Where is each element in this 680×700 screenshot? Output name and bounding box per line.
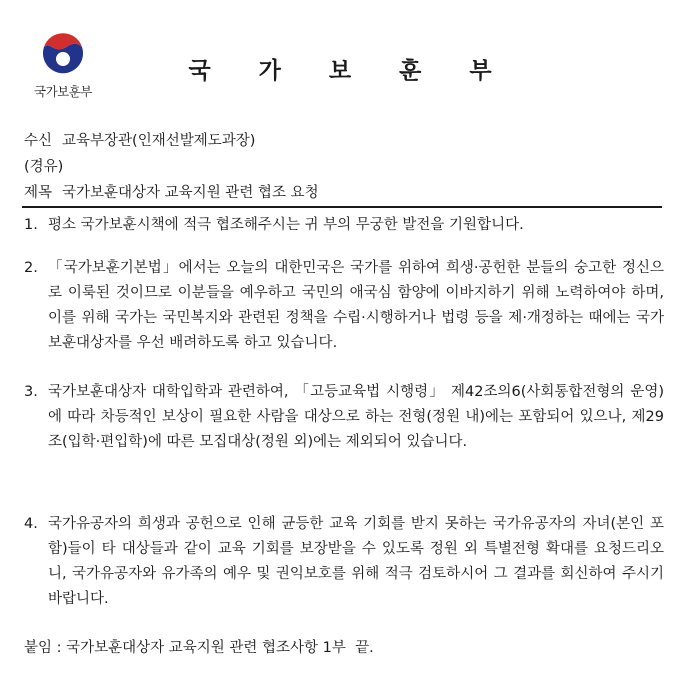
paragraph-2 — [24, 256, 664, 356]
paragraph-1 — [24, 213, 664, 238]
paragraph-number: 3. — [24, 384, 38, 400]
paragraph-number: 2. — [24, 260, 38, 276]
recipient-line — [24, 128, 319, 154]
ministry-title: 국 가 보 훈 부 — [188, 58, 512, 84]
paragraph-text: 「국가보훈기본법」에서는 오늘의 대한민국은 국가를 위하여 희생·공헌한 분들의 숭고한 정신으로 이룩된 것이므로 이분들을 예우하고 국민의 애국심 함양에 이바지하기 위해 노력하여야 하며, 이를 위해 국가는 국민복지와 관련된 정책을 수립·시행하거나 법령 등을 제·개정하는 때에는 국가보훈대상자를 우선 배려하도록 하고 있습니다. — [48, 260, 664, 351]
paragraph-number: 1. — [24, 217, 38, 233]
paragraph-text: 국가보훈대상자 대학입학과 관련하여, 「고등교육법 시행령」 제42조의6(사회통합전형의 운영)에 따라 차등적인 보상이 필요한 사람을 대상으로 하는 전형(정원 내)에는 포함되어 있으나, 제29조(입학·편입학)에 따른 모집대상(정원 외)에는 제외되어 있습니다. — [48, 384, 664, 450]
header-divider — [22, 206, 662, 208]
subject: 국가보훈대상자 교육지원 관련 협조 요청 — [62, 185, 319, 201]
logo-text: 국가보훈부 — [34, 84, 92, 99]
attachment-line: 붙임 : 국가보훈대상자 교육지원 관련 협조사항 1부 끝. — [24, 640, 374, 656]
paragraph-4 — [24, 512, 664, 612]
via-line: (경유) — [24, 159, 64, 175]
paragraph-text: 국가유공자의 희생과 공헌으로 인해 균등한 교육 기회를 받지 못하는 국가유공자의 자녀(본인 포함)들이 타 대상들과 같이 교육 기회를 보장받을 수 있도록 정원 외 특별전형 확대를 요청드리오니, 국가유공자와 유가족의 예우 및 권익보호를 위해 적극 검토하시어 그 결과를 회신하여 주시기 바랍니다. — [48, 516, 664, 607]
document-meta — [24, 128, 319, 206]
paragraph-number: 4. — [24, 516, 38, 532]
paragraph-3 — [24, 380, 664, 455]
recipient-label: 수신 — [24, 133, 53, 149]
subject-label: 제목 — [24, 185, 53, 201]
subject-line — [24, 180, 319, 206]
recipient: 교육부장관(인재선발제도과장) — [62, 133, 256, 149]
paragraph-text: 평소 국가보훈시책에 적극 협조해주시는 귀 부의 무궁한 발전을 기원합니다. — [48, 217, 524, 233]
